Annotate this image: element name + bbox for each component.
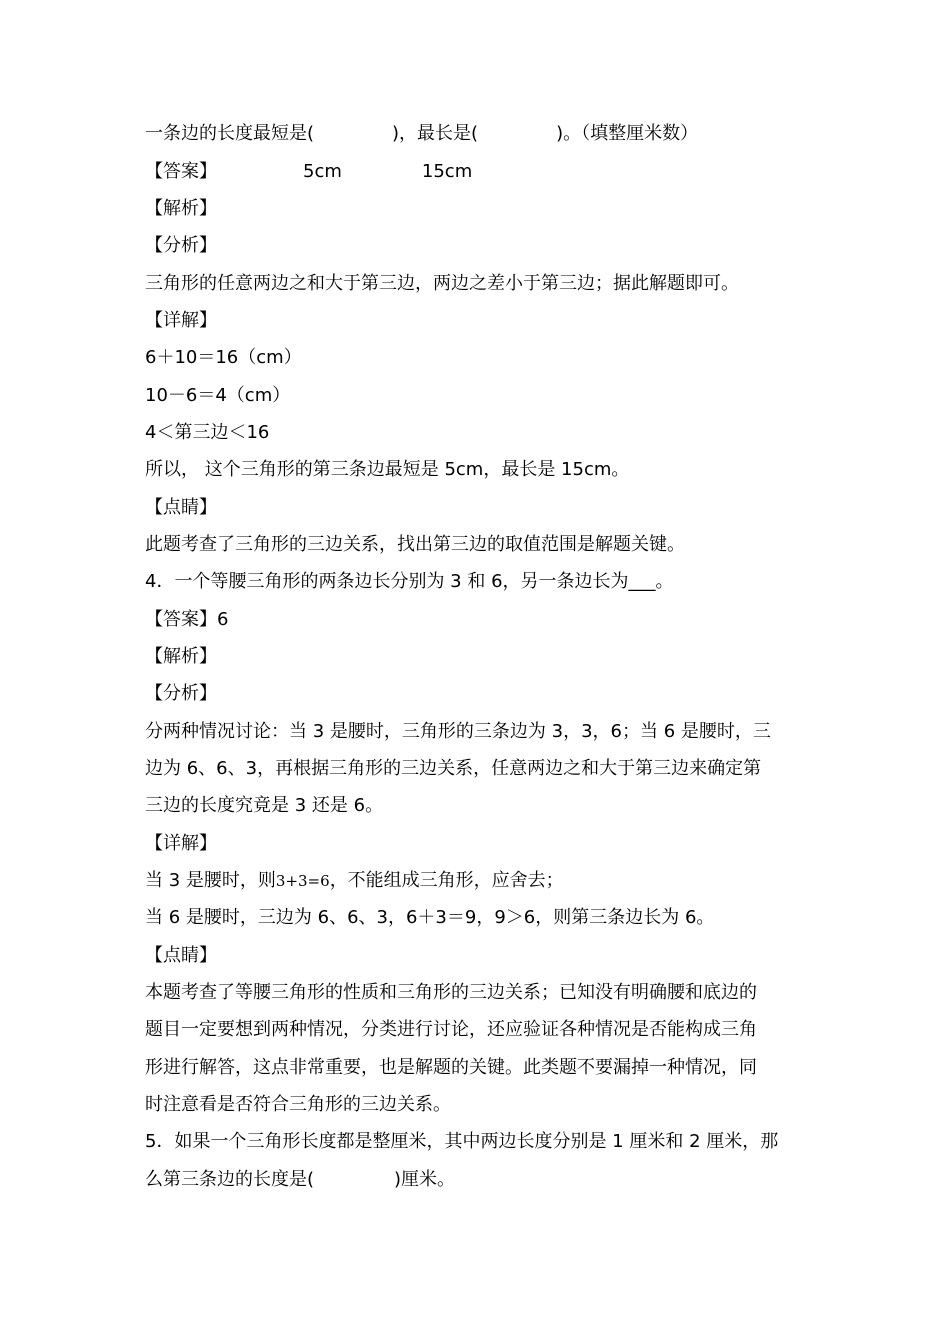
detail-line-2: 当 6 是腰时，三边为 6、6、3，6＋3＝9，9＞6，则第三条边长为 6。 (145, 907, 715, 928)
text-segment: 一条边的长度最短是( (145, 123, 315, 144)
section-label-comment: 【点睛】 (145, 497, 217, 518)
section-label-comment: 【点睛】 (145, 945, 217, 966)
answer-value-1: 5cm (303, 161, 342, 182)
comment-text: 此题考查了三角形的三边关系，找出第三边的取值范围是解题关键。 (145, 534, 685, 555)
calculation-line-3: 4＜第三边＜16 (145, 422, 270, 443)
section-label-details: 【详解】 (145, 310, 217, 331)
text-segment: )，最长是( (392, 123, 479, 144)
comment-text-line-4: 时注意看是否符合三角形的三边关系。 (145, 1094, 451, 1115)
answer-label: 【答案】 (145, 161, 217, 182)
conclusion-text: 所以， 这个三角形的第三条边最短是 5cm，最长是 15cm。 (145, 459, 630, 480)
comment-text-line-2: 题目一定要想到两种情况，分类进行讨论，还应验证各种情况是否能构成三角 (145, 1019, 757, 1040)
text-segment: 么第三条边的长度是( (145, 1169, 315, 1190)
section-label-analysis: 【分析】 (145, 683, 217, 704)
analysis-text-line-1: 分两种情况讨论：当 3 是腰时，三角形的三条边为 3，3，6；当 6 是腰时，三 (145, 721, 771, 742)
text-segment: )。（填整厘米数） (556, 123, 699, 144)
section-label-details: 【详解】 (145, 833, 217, 854)
comment-text-line-3: 形进行解答，这点非常重要，也是解题的关键。此类题不要漏掉一种情况，同 (145, 1057, 757, 1078)
text-segment: 当 3 是腰时，则 (145, 870, 276, 891)
text-segment: ，不能组成三角形，应舍去； (329, 870, 564, 891)
text-segment: )厘米。 (394, 1169, 456, 1190)
answer-value-2: 15cm (421, 161, 473, 182)
calculation-line-1: 6＋10＝16（cm） (145, 347, 302, 368)
math-expression: 3+3=6 (275, 872, 330, 890)
question-5-line-2 (145, 1168, 825, 1192)
question-4: 4．一个等腰三角形的两条边长分别为 3 和 6，另一条边长为___。 (145, 571, 674, 592)
comment-text-line-1: 本题考查了等腰三角形的性质和三角形的三边关系；已知没有明确腰和底边的 (145, 982, 757, 1003)
answer-line: 【答案】6 (145, 609, 229, 630)
analysis-text: 三角形的任意两边之和大于第三边，两边之差小于第三边；据此解题即可。 (145, 273, 739, 294)
section-label-analysis-header: 【解析】 (145, 646, 217, 667)
calculation-line-2: 10－6＝4（cm） (145, 385, 291, 406)
question-5-line-1: 5．如果一个三角形长度都是整厘米，其中两边长度分别是 1 厘米和 2 厘米，那 (145, 1131, 779, 1152)
answer-line (145, 160, 825, 184)
analysis-text-line-3: 三边的长度究竟是 3 还是 6。 (145, 795, 384, 816)
question-3-continuation (145, 122, 825, 146)
section-label-analysis: 【分析】 (145, 235, 217, 256)
analysis-text-line-2: 边为 6、6、3，再根据三角形的三边关系，任意两边之和大于第三边来确定第 (145, 758, 762, 779)
detail-line-1 (145, 869, 825, 893)
section-label-analysis-header: 【解析】 (145, 198, 217, 219)
